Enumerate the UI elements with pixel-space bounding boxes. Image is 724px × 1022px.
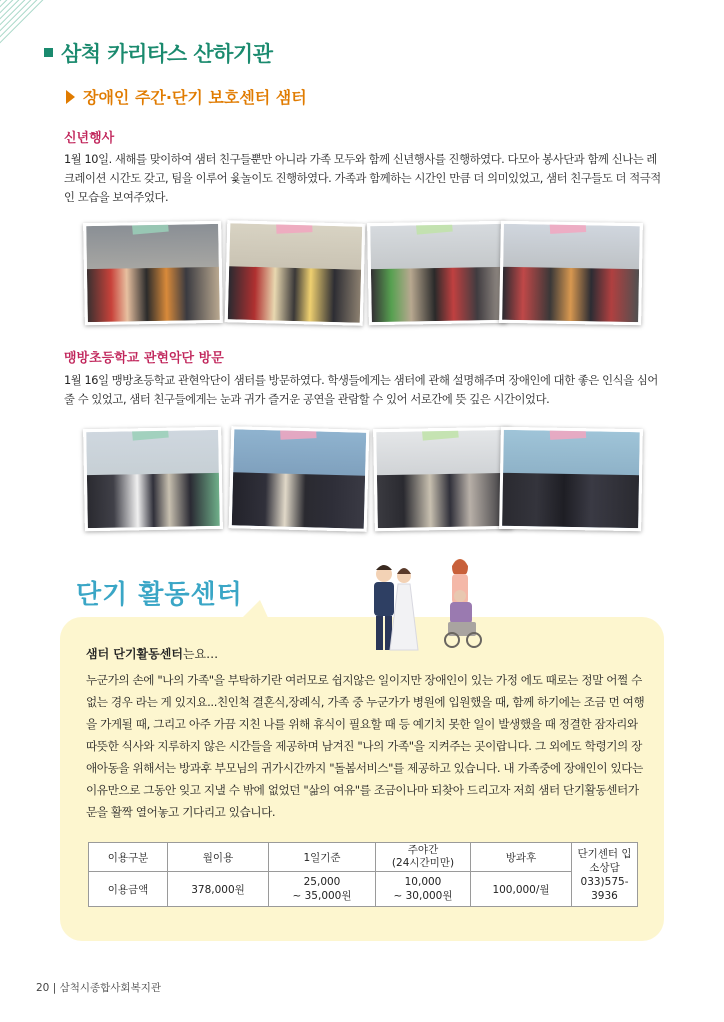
event-photo <box>367 221 507 325</box>
fee-header-cell: 이용구분 <box>89 843 168 872</box>
fee-value-cell: 378,000원 <box>168 872 269 907</box>
section-heading-school-visit: 맹방초등학교 관현악단 방문 <box>64 351 224 366</box>
event-photo <box>83 221 223 325</box>
family-illustration <box>352 552 502 652</box>
fee-value-cell: 10,000 ~ 30,000원 <box>376 872 471 907</box>
fee-header-cell: 1일기준 <box>269 843 376 872</box>
center-title: 장애인 주간·단기 보호센터 샘터 <box>66 85 307 108</box>
photo-row-new-year <box>84 222 640 322</box>
event-photo <box>229 426 370 532</box>
contact-cell: 단기센터 입소상담 033)575-3936 <box>572 843 638 907</box>
section-body-school-visit: 1월 16일 맹방초등학교 관현악단이 샘터를 방문하였다. 학생들에게는 샘터에 관해 설명해주며 장애인에 대한 좋은 인식을 심어줄 수 있었고, 샘터 친구들에게는 눈과 귀가 즐거운 공연을 관람할 수 있어 서로간에 뜻 깊은 시간이었다. <box>64 374 658 406</box>
intro-body: 누군가의 손에 "나의 가족"을 부탁하기란 여러모로 쉽지않은 일이지만 장애인이 있는 가정 에도 때로는 정말 어쩔 수 없는 경우 라는 게 있지요...친인척 결혼식,장례식, 가족 중 누군가가 병원에 입원했을 때, 함께 하기에는 조금 먼 여행을 가게될 때, 그리고 아주 가끔 지친 나를 위해 휴식이 필요할 때 등 예기치 못한 일이 발생했을 때 정결한 잠자리와 따뜻한 식사와 지루하지 않은 시간들을 제공하며 남겨진 "나의 가족"을 지켜주는 곳이랍니다. 그 외에도 학령기의 장애아동을 위해서는 방과후 부모님의 귀가시간까지 "돌봄서비스"를 제공하고 있습니다. 내 가족중에 장애인이 있다는 이유만으로 그동안 잊고 지낼 수 밖에 없었던 "삶의 여유"를 조금이나마 되찾아 드리고자 저희 샘터 단기활동센터가 문을 활짝 열어놓고 기다리고 있습니다. <box>86 673 645 819</box>
fee-header-cell: 방과후 <box>471 843 572 872</box>
section-heading-new-year: 신년행사 <box>64 131 115 146</box>
fee-row-label: 이용금액 <box>89 872 168 907</box>
event-photo <box>499 427 643 531</box>
triangle-bullet-icon <box>66 90 75 104</box>
fee-table-row <box>89 872 638 907</box>
fee-header-cell: 주야간 (24시간미만) <box>376 843 471 872</box>
fee-table <box>88 842 638 907</box>
section-body-new-year: 1월 10일. 새해를 맞이하여 샘터 친구들뿐만 아니라 가족 모두와 함께 신년행사를 진행하였다. 다모아 봉사단과 함께 신나는 레크레이션 시간도 갖고, 팀을 이루어 윷놀이도 진행하였다. 가족과 함께하는 시간인 만큼 더 의미있었고, 샘터 친구들도 더 적극적인 모습을 보여주었다. <box>64 153 661 204</box>
page-title: 삼척 카리타스 산하기관 <box>44 38 272 68</box>
page-footer: 20 | 삼척시종합사회복지관 <box>36 982 162 994</box>
activity-title: 단기 활동센터 <box>76 580 243 610</box>
fee-value-cell: 100,000/월 <box>471 872 572 907</box>
event-photo <box>83 427 223 531</box>
photo-row-school-visit <box>84 428 640 528</box>
event-photo <box>373 427 513 531</box>
fee-table-header-row <box>89 843 638 872</box>
fee-header-cell: 월이용 <box>168 843 269 872</box>
event-photo <box>225 220 366 326</box>
square-bullet-icon <box>44 48 53 57</box>
event-photo <box>499 221 643 325</box>
intro-heading: 샘터 단기활동센터는요… <box>86 647 219 661</box>
fee-value-cell: 25,000 ~ 35,000원 <box>269 872 376 907</box>
